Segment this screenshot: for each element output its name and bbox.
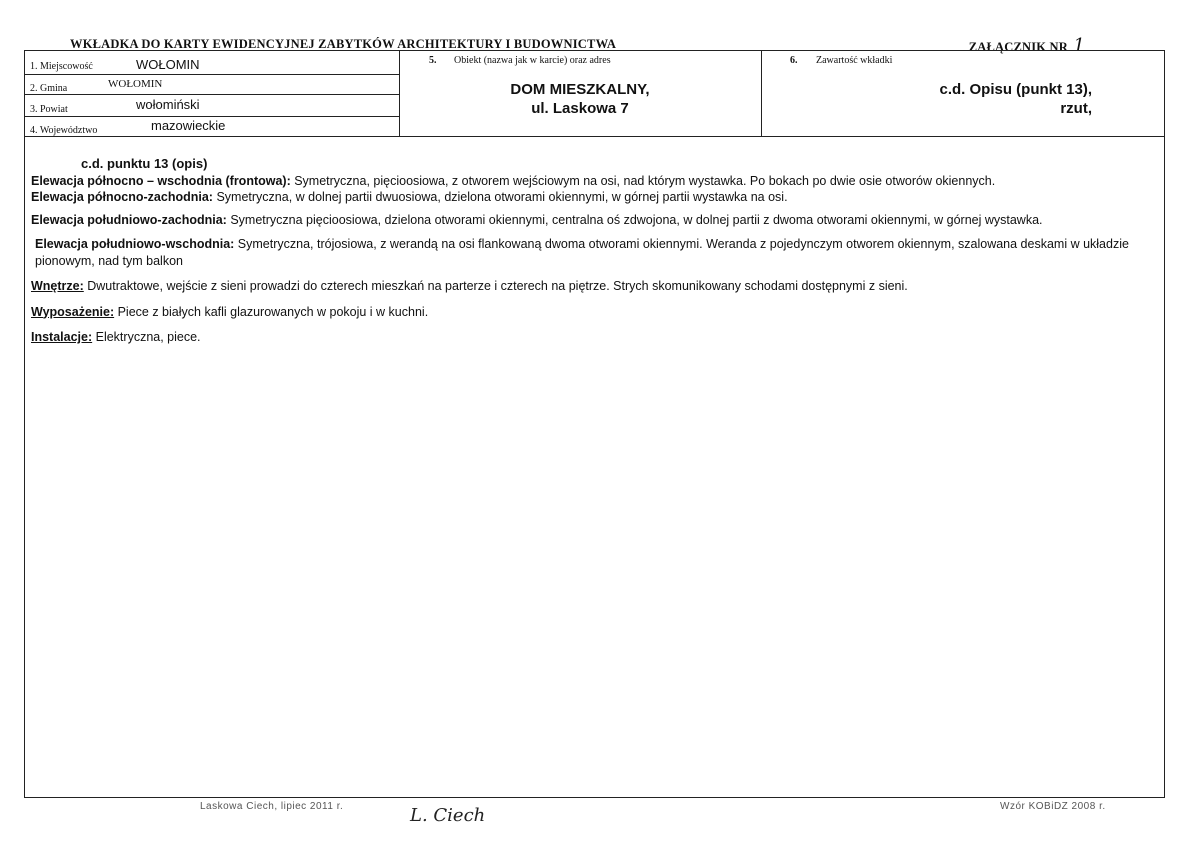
field-wojewodztwo-value: mazowieckie xyxy=(151,118,226,133)
annex-number: 1 xyxy=(1073,35,1085,56)
paragraph-heading: Wyposażenie: xyxy=(31,304,115,319)
paragraph-text: Piece z białych kafli glazurowanych w pokoju i w kuchni. xyxy=(114,304,429,319)
field-rule-3 xyxy=(24,116,399,117)
paragraph-text: Symetryczna, w dolnej partii dwuosiowa, dzielona otworami okiennymi, w górnej partii wystawka na osi. xyxy=(212,190,788,204)
object-name-line1: DOM MIESZKALNY, xyxy=(510,81,650,98)
field-label: 3. Powiat xyxy=(30,104,68,115)
contents-label: Zawartość wkładki xyxy=(816,55,893,66)
paragraph-text: Elektryczna, piece. xyxy=(92,330,201,344)
paragraph-heading: Elewacja północno – wschodnia (frontowa): xyxy=(31,173,291,188)
contents-value xyxy=(762,80,1092,118)
field-miejscowosc xyxy=(30,56,93,74)
paragraph-ne-elevation xyxy=(31,173,1156,190)
paragraph-text: Symetryczna pięcioosiowa, dzielona otworami okiennymi, centralna oś zdwojona, w dolnej partii z dwoma otworami okiennymi, w górnej wystawka. xyxy=(226,212,1043,227)
object-name xyxy=(400,80,760,118)
field-powiat xyxy=(30,99,68,117)
contents-line1: c.d. Opisu (punkt 13), xyxy=(939,81,1092,98)
paragraph-se-elevation xyxy=(31,236,1156,269)
paragraph-heading: Elewacja południowo-zachodnia: xyxy=(31,212,227,227)
annex-label-text: ZAŁĄCZNIK NR xyxy=(968,40,1069,54)
field-wojewodztwo xyxy=(30,120,97,138)
object-name-line2: ul. Laskowa 7 xyxy=(531,100,629,117)
footer-form-template: Wzór KOBiDZ 2008 r. xyxy=(1000,801,1106,812)
field-label: 4. Województwo xyxy=(30,125,98,136)
paragraph-heading: Wnętrze: xyxy=(31,279,84,293)
paragraph-heading: Instalacje: xyxy=(31,330,93,344)
field-gmina xyxy=(30,78,67,96)
paragraph-text: Dwutraktowe, wejście z sieni prowadzi do czterech mieszkań na parterze i czterech na piętrze. Strych skomunikowany schodami dostępnymi z sieni. xyxy=(83,279,908,293)
field-rule-2 xyxy=(24,94,399,95)
field-rule-1 xyxy=(24,74,399,75)
section-subheading: c.d. punktu 13 (opis) xyxy=(81,156,208,171)
field-label: 1. Miejscowość xyxy=(30,61,93,72)
footer-author-date: Laskowa Ciech, lipiec 2011 r. xyxy=(200,801,344,812)
paragraph-heading: Elewacja południowo-wschodnia: xyxy=(35,237,235,251)
object-label-number: 5. xyxy=(429,55,437,66)
paragraph-equipment xyxy=(31,304,1156,321)
paragraph-installations xyxy=(31,329,1156,346)
contents-label-number: 6. xyxy=(790,55,798,66)
description-body xyxy=(31,156,1156,346)
contents-line2: rzut, xyxy=(1060,100,1092,117)
field-powiat-value: wołomiński xyxy=(136,97,200,112)
paragraph-nw-elevation xyxy=(31,189,1156,206)
field-miejscowosc-value: WOŁOMIN xyxy=(136,57,200,72)
document-title: WKŁADKA DO KARTY EWIDENCYJNEJ ZABYTKÓW ARCHITEKTURY I BUDOWNICTWA xyxy=(70,37,617,51)
paragraph-sw-elevation xyxy=(31,212,1156,229)
header-bottom-rule xyxy=(24,136,1165,137)
field-label: 2. Gmina xyxy=(30,83,68,94)
paragraph-interior xyxy=(31,278,1156,295)
object-label: Obiekt (nazwa jak w karcie) oraz adres xyxy=(454,55,611,66)
paragraph-text: Symetryczna, pięcioosiowa, z otworem wejściowym na osi, nad którym wystawka. Po bokach po dwie osie otworów okiennych. xyxy=(290,173,996,188)
author-signature: L. Ciech xyxy=(410,805,486,826)
field-gmina-value: WOŁOMIN xyxy=(108,78,163,90)
paragraph-text: Symetryczna, trójosiowa, z werandą na osi flankowaną dwoma otworami okiennymi. Weranda z pojedynczym otworem okiennym, szalowana deskami w układzie pionowym, nad tym balkon xyxy=(35,237,1129,268)
paragraph-heading: Elewacja północno-zachodnia: xyxy=(31,190,213,204)
